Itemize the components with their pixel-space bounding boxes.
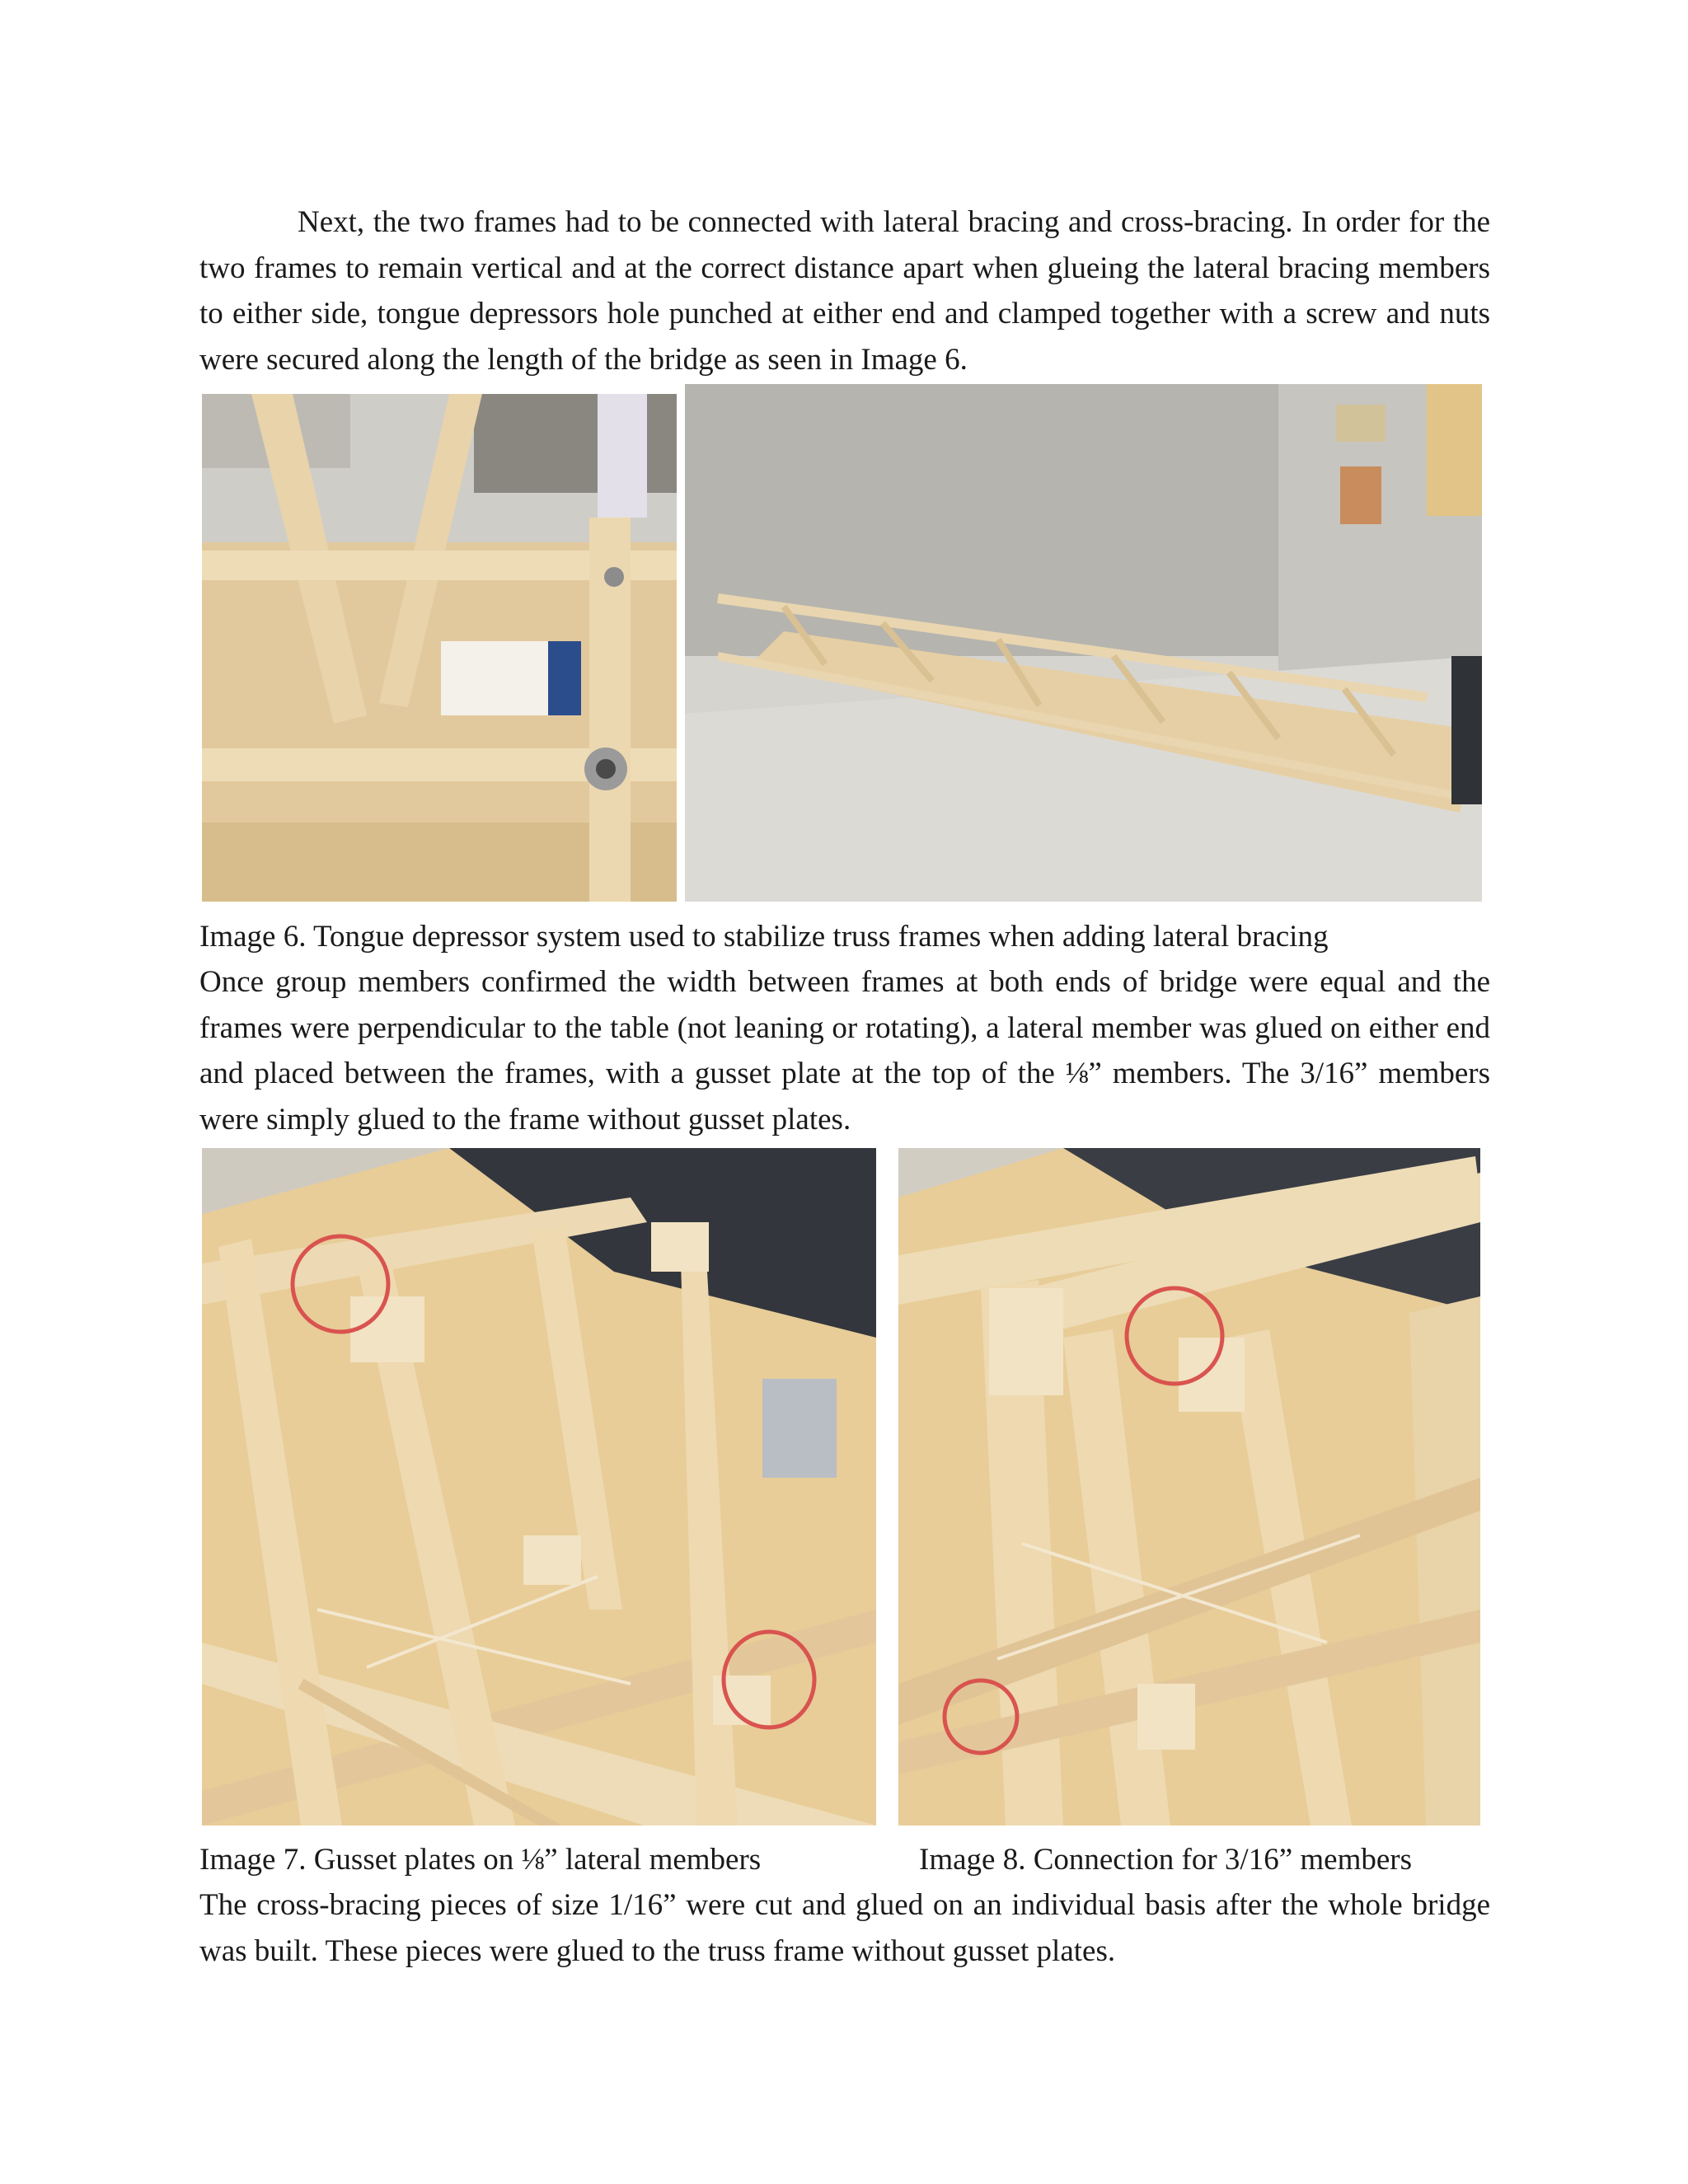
photo-image6-bridge	[685, 384, 1482, 902]
caption-image8: Image 8. Connection for 3/16” members	[919, 1843, 1412, 1877]
photo-image8	[898, 1148, 1480, 1825]
paragraph-cross-bracing: The cross-bracing pieces of size 1/16” were cut and glued on an individual basis after the whole bridge was built. These pieces were glued to the truss frame without gusset plates.	[199, 1888, 1490, 1968]
caption-image7: Image 7. Gusset plates on ⅛” lateral members	[199, 1843, 762, 1877]
photo-image6-closeup	[202, 394, 677, 902]
paragraph-lateral-members: Once group members confirmed the width between frames at both ends of bridge were equal and the frames were perpendicular to the table (not leaning or rotating), a lateral member was glued on either end and placed between the frames, with a gusset plate at the top of the ⅛” members. The 3/16” members were simply glued to the frame without gusset plates.	[199, 965, 1490, 1137]
photo-image7	[202, 1148, 876, 1825]
paragraph-intro: Next, the two frames had to be connected with lateral bracing and cross-bracing. In order for the two frames to remain vertical and at the correct distance apart when glueing the lateral bracing members to either side, tongue depressors hole punched at either end and clamped together with a screw and nuts were secured along the length of the bridge as seen in Image 6.	[199, 205, 1490, 377]
caption-image6: Image 6. Tongue depressor system used to stabilize truss frames when adding lateral bracing	[199, 920, 1329, 954]
